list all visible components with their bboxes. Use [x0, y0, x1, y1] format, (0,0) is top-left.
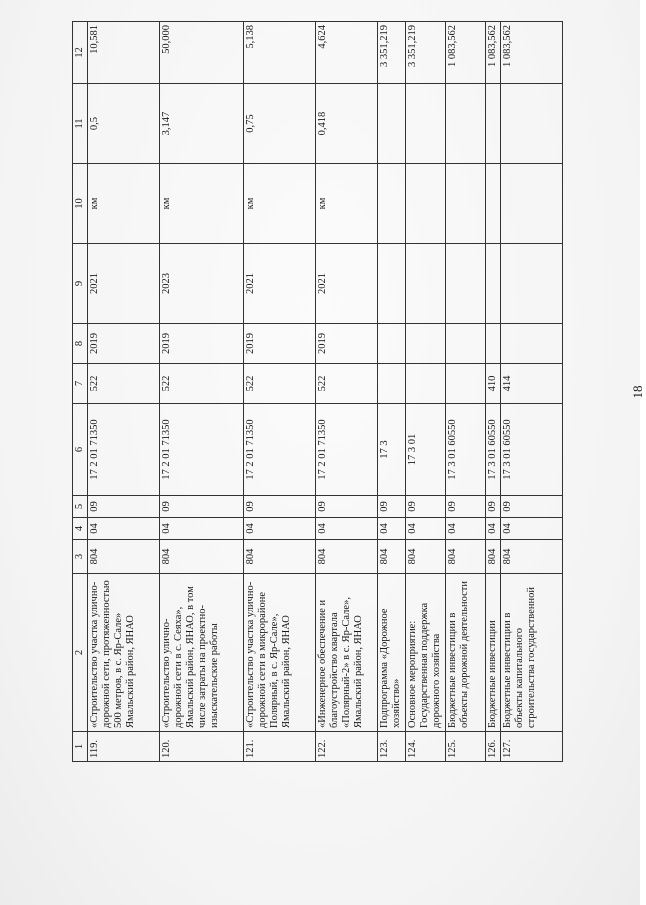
- capacity: [486, 84, 501, 164]
- item-name: «Строительство участка улично-дорожной сети, протяженностью 500 метров, в с. Яр-Сале» Ямальский район, ЯНАО: [88, 574, 160, 732]
- table-row: [160, 22, 244, 762]
- item-name: «Инженерное обеспечение и благоустройство квартала «Полярный-2» в с. Яр-Сале», Ямальский район, ЯНАО: [316, 574, 378, 732]
- code-expense-type: [378, 364, 406, 404]
- header-cell: 7: [73, 364, 88, 404]
- header-cell: 11: [73, 84, 88, 164]
- code-section: 04: [406, 518, 446, 540]
- start-year: 2019: [244, 324, 316, 364]
- code-expense-type: 522: [160, 364, 244, 404]
- code-expense-type: [446, 364, 486, 404]
- row-number: 127.: [501, 732, 563, 762]
- capacity: 0,418: [316, 84, 378, 164]
- code-ministry: 804: [160, 540, 244, 574]
- item-name: «Строительство улично-дорожной сети в с. Сеяха», Ямальский район, ЯНАО, в том числе затраты на проектно-изыскательские работы: [160, 574, 244, 732]
- start-year: 2019: [316, 324, 378, 364]
- capacity: 0,5: [88, 84, 160, 164]
- code-ministry: 804: [406, 540, 446, 574]
- code-target: 17 3 01: [406, 404, 446, 496]
- table-row: [316, 22, 378, 762]
- code-expense-type: 410: [486, 364, 501, 404]
- item-name: «Строительство участка улично-дорожной сети в микрорайоне Полярный, в с. Яр-Сале», Ямальский район, ЯНАО: [244, 574, 316, 732]
- header-cell: 1: [73, 732, 88, 762]
- code-expense-type: 522: [88, 364, 160, 404]
- capacity: [406, 84, 446, 164]
- unit: [486, 164, 501, 244]
- amount: 1 083,562: [446, 22, 486, 84]
- start-year: [501, 324, 563, 364]
- document-body: [72, 22, 645, 762]
- page-number: 18: [630, 385, 645, 399]
- end-year: 2023: [160, 244, 244, 324]
- table-row: [406, 22, 446, 762]
- start-year: [406, 324, 446, 364]
- header-cell: 10: [73, 164, 88, 244]
- item-name: Бюджетные инвестиции: [486, 574, 501, 732]
- code-section: 04: [316, 518, 378, 540]
- header-cell: 2: [73, 574, 88, 732]
- capacity: 0,75: [244, 84, 316, 164]
- row-number: 123.: [378, 732, 406, 762]
- unit: [406, 164, 446, 244]
- amount: 3 351,219: [378, 22, 406, 84]
- code-subsection: 09: [88, 496, 160, 518]
- end-year: [446, 244, 486, 324]
- code-expense-type: 414: [501, 364, 563, 404]
- capacity: [378, 84, 406, 164]
- table-row: [244, 22, 316, 762]
- header-cell: 12: [73, 22, 88, 84]
- table-row: [446, 22, 486, 762]
- code-subsection: 09: [160, 496, 244, 518]
- unit: [501, 164, 563, 244]
- code-ministry: 804: [244, 540, 316, 574]
- code-section: 04: [446, 518, 486, 540]
- code-target: 17 3 01 60550: [446, 404, 486, 496]
- row-number: 119.: [88, 732, 160, 762]
- header-cell: 5: [73, 496, 88, 518]
- end-year: [406, 244, 446, 324]
- code-target: 17 3 01 60550: [501, 404, 563, 496]
- table-row: [88, 22, 160, 762]
- header-cell: 4: [73, 518, 88, 540]
- start-year: [378, 324, 406, 364]
- budget-table: [72, 21, 563, 762]
- code-subsection: 09: [406, 496, 446, 518]
- code-subsection: 09: [501, 496, 563, 518]
- table-row: [378, 22, 406, 762]
- code-section: 04: [486, 518, 501, 540]
- item-name: Бюджетные инвестиции в объекты капитального строительства государственной: [501, 574, 563, 732]
- code-ministry: 804: [88, 540, 160, 574]
- amount: 50,000: [160, 22, 244, 84]
- amount: 3 351,219: [406, 22, 446, 84]
- row-number: 126.: [486, 732, 501, 762]
- unit: км: [88, 164, 160, 244]
- code-expense-type: 522: [316, 364, 378, 404]
- start-year: 2019: [160, 324, 244, 364]
- header-cell: 9: [73, 244, 88, 324]
- code-subsection: 09: [244, 496, 316, 518]
- code-section: 04: [244, 518, 316, 540]
- start-year: [446, 324, 486, 364]
- code-section: 04: [501, 518, 563, 540]
- end-year: [501, 244, 563, 324]
- item-name: Бюджетные инвестиции в объекты дорожной деятельности: [446, 574, 486, 732]
- table-row: [486, 22, 501, 762]
- capacity: 3,147: [160, 84, 244, 164]
- row-number: 124.: [406, 732, 446, 762]
- end-year: 2021: [88, 244, 160, 324]
- row-number: 122.: [316, 732, 378, 762]
- unit: [378, 164, 406, 244]
- unit: км: [316, 164, 378, 244]
- code-subsection: 09: [486, 496, 501, 518]
- code-ministry: 804: [486, 540, 501, 574]
- amount: 4,624: [316, 22, 378, 84]
- capacity: [501, 84, 563, 164]
- code-ministry: 804: [446, 540, 486, 574]
- code-ministry: 804: [501, 540, 563, 574]
- code-target: 17 2 01 71350: [88, 404, 160, 496]
- end-year: [486, 244, 501, 324]
- code-section: 04: [160, 518, 244, 540]
- row-number: 125.: [446, 732, 486, 762]
- code-expense-type: [406, 364, 446, 404]
- code-subsection: 09: [446, 496, 486, 518]
- end-year: [378, 244, 406, 324]
- code-target: 17 3 01 60550: [486, 404, 501, 496]
- header-cell: 6: [73, 404, 88, 496]
- code-section: 04: [88, 518, 160, 540]
- item-name: Подпрограмма «Дорожное хозяйство»: [378, 574, 406, 732]
- capacity: [446, 84, 486, 164]
- header-row: [73, 22, 88, 762]
- end-year: 2021: [316, 244, 378, 324]
- start-year: 2019: [88, 324, 160, 364]
- amount: 5,138: [244, 22, 316, 84]
- code-subsection: 09: [316, 496, 378, 518]
- unit: [446, 164, 486, 244]
- code-target: 17 2 01 71350: [316, 404, 378, 496]
- code-ministry: 804: [378, 540, 406, 574]
- header-cell: 8: [73, 324, 88, 364]
- item-name: Основное мероприятие: Государственная поддержка дорожного хозяйства: [406, 574, 446, 732]
- amount: 1 083,562: [501, 22, 563, 84]
- amount: 1 083,562: [486, 22, 501, 84]
- unit: км: [244, 164, 316, 244]
- unit: км: [160, 164, 244, 244]
- header-cell: 3: [73, 540, 88, 574]
- start-year: [486, 324, 501, 364]
- table-row: [501, 22, 563, 762]
- code-section: 04: [378, 518, 406, 540]
- amount: 10,581: [88, 22, 160, 84]
- row-number: 121.: [244, 732, 316, 762]
- code-expense-type: 522: [244, 364, 316, 404]
- code-ministry: 804: [316, 540, 378, 574]
- code-target: 17 2 01 71350: [244, 404, 316, 496]
- row-number: 120.: [160, 732, 244, 762]
- code-target: 17 2 01 71350: [160, 404, 244, 496]
- code-target: 17 3: [378, 404, 406, 496]
- end-year: 2021: [244, 244, 316, 324]
- code-subsection: 09: [378, 496, 406, 518]
